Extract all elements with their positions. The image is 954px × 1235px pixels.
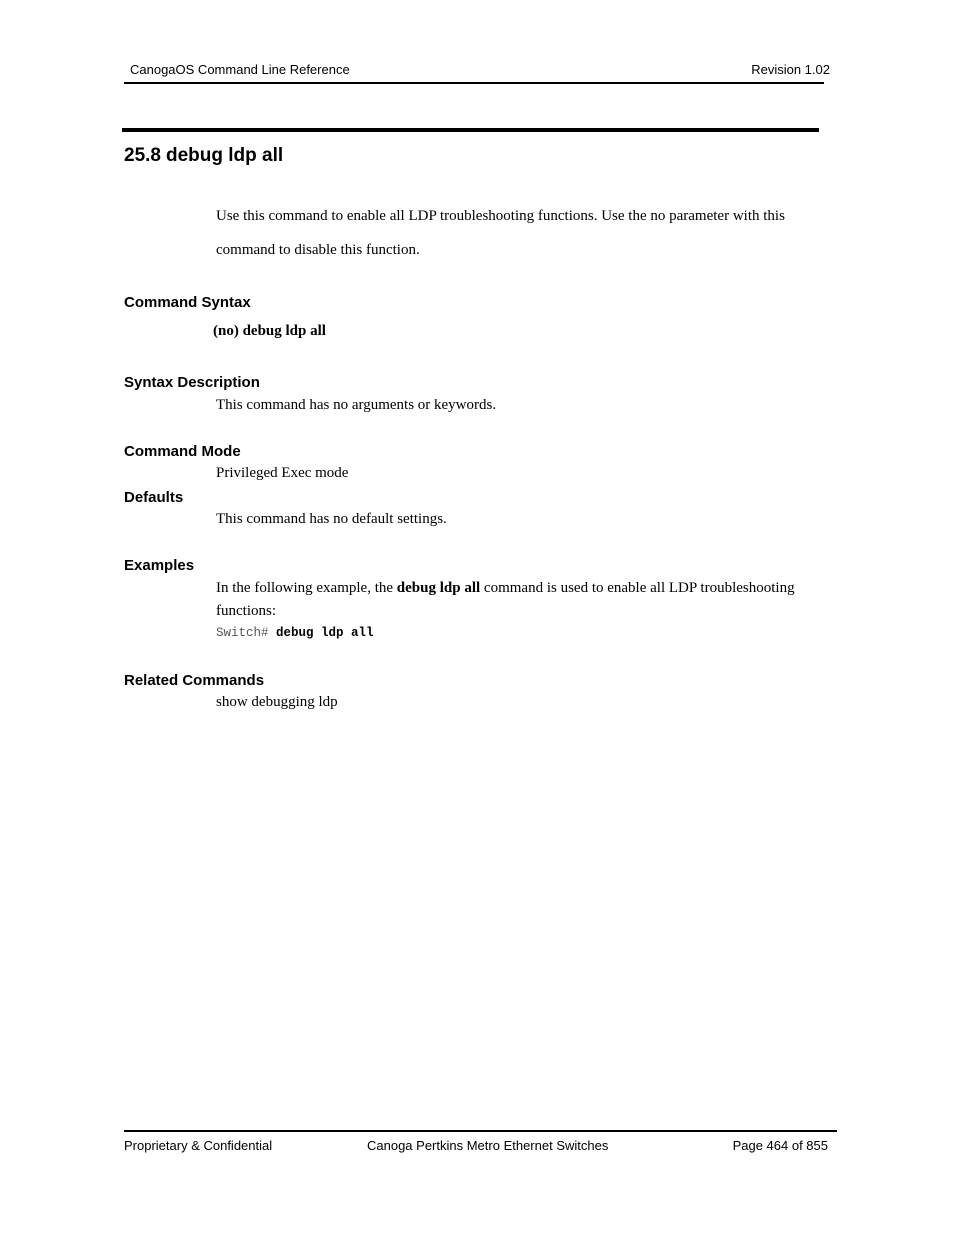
- header-revision: Revision 1.02: [751, 62, 830, 77]
- footer-page-number: Page 464 of 855: [732, 1138, 828, 1153]
- header-doc-title: CanogaOS Command Line Reference: [130, 62, 350, 77]
- footer-product: Canoga Pertkins Metro Ethernet Switches: [367, 1138, 609, 1153]
- defaults-text: This command has no default settings.: [216, 511, 447, 527]
- examples-line-1-pre: In the following example, the: [216, 580, 397, 596]
- examples-line-1-post: command is used to enable all LDP troubleshooting: [480, 580, 795, 596]
- command-syntax-text: (no) debug ldp all: [213, 323, 326, 339]
- page-footer: [124, 1130, 837, 1153]
- intro-line-1: Use this command to enable all LDP troubleshooting functions. Use the no parameter with this: [216, 208, 785, 224]
- command-mode-text: Privileged Exec mode: [216, 465, 349, 481]
- command-mode-heading: Command Mode: [124, 443, 241, 460]
- section-title-text: debug ldp all: [166, 145, 284, 166]
- footer-confidential: Proprietary & Confidential: [124, 1138, 273, 1153]
- code-command: debug ldp all: [276, 626, 374, 640]
- section-title: [124, 145, 283, 167]
- examples-heading: Examples: [124, 557, 195, 574]
- intro-line-2: command to disable this function.: [216, 242, 420, 258]
- related-commands-heading: Related Commands: [124, 672, 265, 689]
- section-number: 25.8: [124, 145, 161, 166]
- syntax-description-heading: Syntax Description: [124, 374, 260, 391]
- page-header: [124, 60, 830, 84]
- code-prompt: Switch#: [216, 626, 269, 640]
- section-title-rule: [122, 128, 819, 132]
- defaults-heading: Defaults: [124, 489, 184, 506]
- syntax-description-text: This command has no arguments or keywords.: [216, 397, 497, 413]
- examples-line-1: [216, 581, 795, 596]
- command-syntax-heading: Command Syntax: [124, 294, 251, 311]
- examples-line-2: functions:: [216, 603, 276, 619]
- examples-line-1-command: debug ldp all: [396, 580, 481, 596]
- example-code: [216, 626, 374, 640]
- related-commands-text: show debugging ldp: [216, 694, 338, 710]
